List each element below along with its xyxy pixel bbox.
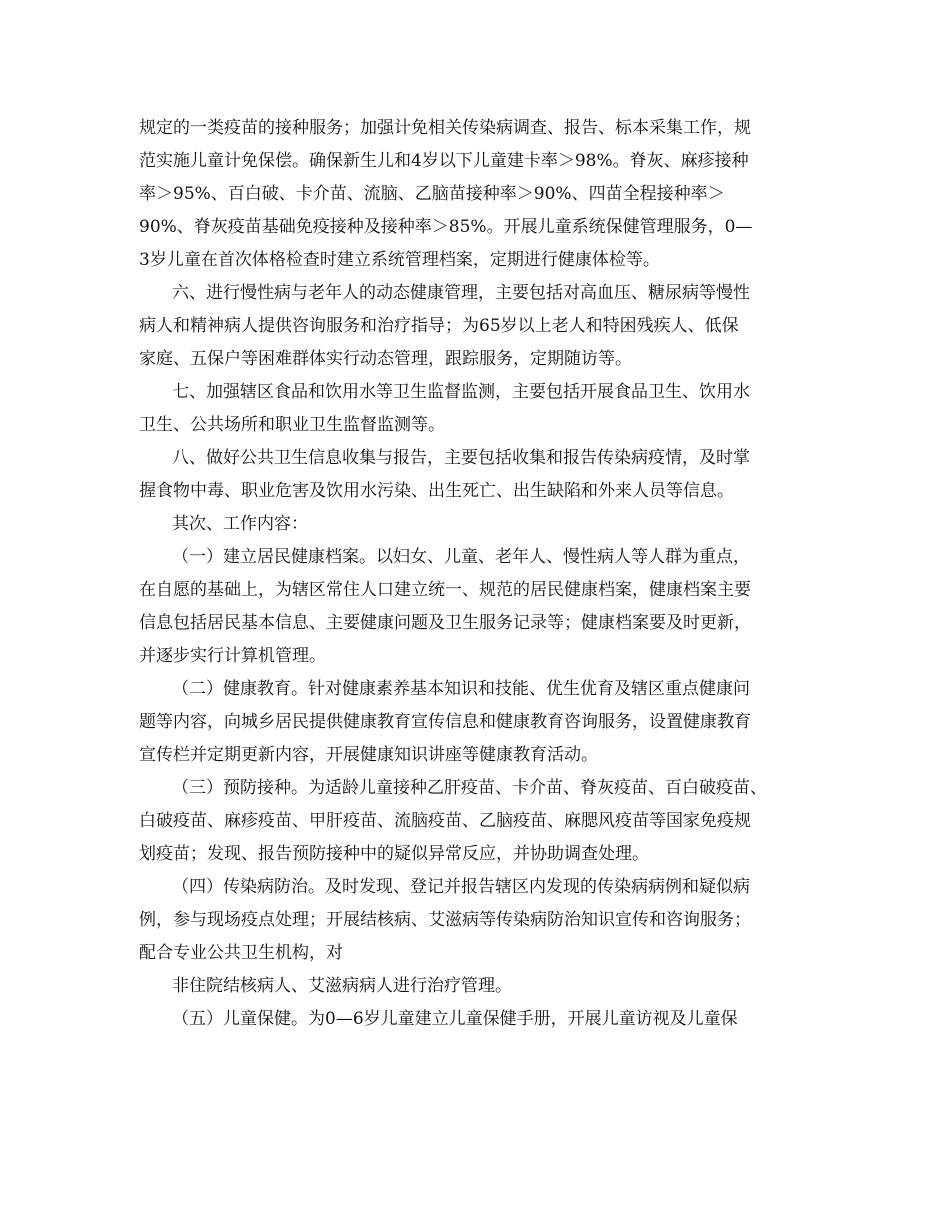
text-line: 题等内容，向城乡居民提供健康教育宣传信息和健康教育咨询服务，设置健康教育 <box>139 712 751 732</box>
text-line: 八、做好公共卫生信息收集与报告，主要包括收集和报告传染病疫情，及时掌 <box>172 448 750 468</box>
text-line: （五）儿童保健。为0—6岁儿童建立儿童保健手册，开展儿童访视及儿童保 <box>172 1009 738 1029</box>
text-line: 配合专业公共卫生机构，对 <box>139 943 343 963</box>
text-line: 白破疫苗、麻疹疫苗、甲肝疫苗、流脑疫苗、乙脑疫苗、麻腮风疫苗等国家免疫规 <box>139 811 751 831</box>
text-line: 率＞95%、百白破、卡介苗、流脑、乙脑苗接种率＞90%、四苗全程接种率＞ <box>139 184 725 204</box>
text-line: 规定的一类疫苗的接种服务；加强计免相关传染病调查、报告、标本采集工作，规 <box>139 118 751 138</box>
text-line: 90%、脊灰疫苗基础免疫接种及接种率＞85%。开展儿童系统保健管理服务，0— <box>139 217 753 237</box>
text-line: 家庭、五保户等困难群体实行动态管理，跟踪服务，定期随访等。 <box>139 349 632 369</box>
text-line: 卫生、公共场所和职业卫生监督监测等。 <box>139 415 445 435</box>
text-line: 信息包括居民基本信息、主要健康问题及卫生服务记录等；健康档案要及时更新， <box>139 613 751 633</box>
text-line: （四）传染病防治。及时发现、登记并报告辖区内发现的传染病病例和疑似病 <box>172 877 750 897</box>
text-line: 例，参与现场疫点处理；开展结核病、艾滋病等传染病防治知识宣传和咨询服务； <box>139 910 751 930</box>
section-heading: 其次、工作内容： <box>172 514 308 534</box>
text-line: 宣传栏并定期更新内容，开展健康知识讲座等健康教育活动。 <box>139 745 598 765</box>
text-line: 握食物中毒、职业危害及饮用水污染、出生死亡、出生缺陷和外来人员等信息。 <box>139 481 734 501</box>
text-line: 划疫苗；发现、报告预防接种中的疑似异常反应，并协助调查处理。 <box>139 844 649 864</box>
text-line: 七、加强辖区食品和饮用水等卫生监督监测，主要包括开展食品卫生、饮用水 <box>172 382 750 402</box>
text-line: （三）预防接种。为适龄儿童接种乙肝疫苗、卡介苗、脊灰疫苗、百白破疫苗、 <box>172 778 767 798</box>
text-line: （一）建立居民健康档案。以妇女、儿童、老年人、慢性病人等人群为重点， <box>172 547 750 567</box>
text-line: 3岁儿童在首次体格检查时建立系统管理档案，定期进行健康体检等。 <box>139 250 660 270</box>
text-line: 六、进行慢性病与老年人的动态健康管理，主要包括对高血压、糖尿病等慢性 <box>172 283 750 303</box>
text-line: 非住院结核病人、艾滋病病人进行治疗管理。 <box>172 976 512 996</box>
text-line: 范实施儿童计免保偿。确保新生儿和4岁以下儿童建卡率＞98%。脊灰、麻疹接种 <box>139 151 749 171</box>
text-line: 病人和精神病人提供咨询服务和治疗指导；为65岁以上老人和特困残疾人、低保 <box>139 316 739 336</box>
text-line: 在自愿的基础上，为辖区常住人口建立统一、规范的居民健康档案，健康档案主要 <box>139 580 751 600</box>
text-line: 并逐步实行计算机管理。 <box>139 646 326 666</box>
text-line: （二）健康教育。针对健康素养基本知识和技能、优生优育及辖区重点健康问 <box>172 679 750 699</box>
